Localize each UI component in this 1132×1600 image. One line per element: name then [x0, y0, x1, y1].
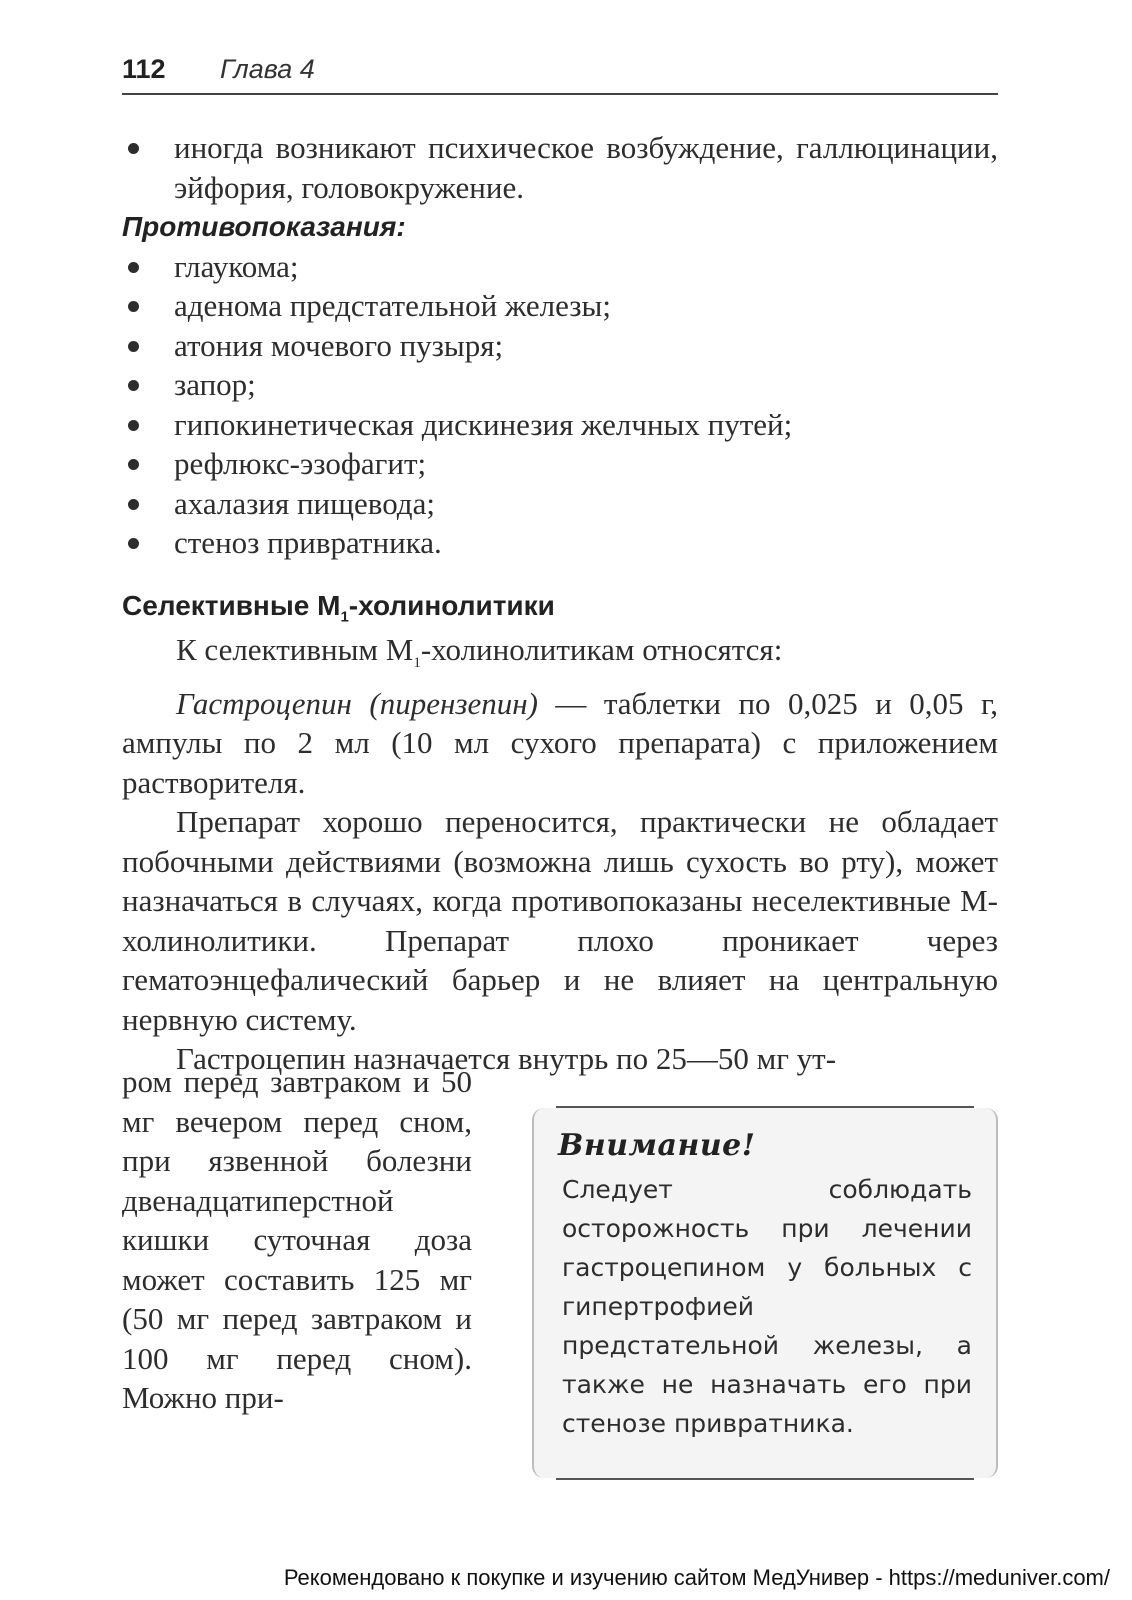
bullet-icon: [128, 301, 139, 312]
list-item: [122, 326, 998, 366]
list-item: [122, 484, 998, 524]
list-item-text: стеноз привратника.: [174, 525, 442, 560]
list-item-text: гипокинетическая дискинезия желчных путей;: [174, 406, 793, 442]
bullet-icon: [128, 459, 139, 470]
dosage-paragraph-start: Гастроцепин назначается внутрь по 25—50 мг ут-: [176, 1041, 837, 1077]
list-item-text: иногда возникают психическое возбуждение, галлюцинации, эйфория, головокружение.: [174, 130, 998, 205]
bullet-icon: [128, 262, 139, 273]
chapter-title: Глава 4: [220, 54, 315, 84]
header-divider: [122, 93, 998, 95]
bullet-icon: [128, 538, 139, 549]
note-title: Внимание!: [558, 1128, 756, 1163]
list-item: [122, 523, 998, 563]
tolerance-paragraph: Препарат хорошо переносится, практически не обладает побочными действиями (возможна лишь сухость во рту), может назначаться в случаях, когда противопоказаны неселективные М-холинолитики. Препарат плохо проникает через гематоэнцефалический барьер и не влияет на центральную нервную систему.: [122, 804, 998, 1037]
footer-watermark: Рекомендовано к покупке и изучению сайтом МедУнивер - https://meduniver.com/: [283, 1565, 1110, 1590]
bullet-icon: [128, 341, 139, 352]
bullet-icon: [128, 380, 139, 391]
section-body: [122, 630, 998, 1079]
content-top: [122, 128, 998, 563]
list-item: [122, 286, 998, 326]
contraindications-list: [122, 247, 998, 563]
list-item-text: ахалазия пищевода;: [174, 485, 435, 521]
list-item-text: рефлюкс-эзофагит;: [174, 446, 427, 481]
list-item: [122, 247, 998, 287]
list-item: [122, 444, 998, 484]
list-item-text: аденома предстательной железы;: [174, 288, 611, 323]
bullet-icon: [128, 420, 139, 431]
contraindications-heading: Противопоказания:: [122, 211, 406, 242]
bullet-icon: [128, 499, 139, 510]
intro-paragraph: К селективным $М_1$-холинолитикам относятся:: [176, 632, 783, 672]
drug-paragraph: Гастроцепин (пирензепин) — таблетки по 0,025 и 0,05 г, ампулы по 2 мл (10 мл сухого препарата) с приложением растворителя.: [122, 685, 999, 800]
section-heading: Селективные $М_1$-холинолитики: [122, 590, 555, 626]
list-item: [122, 365, 998, 405]
bullet-icon: [128, 143, 139, 154]
list-item-text: атония мочевого пузыря;: [174, 327, 504, 363]
note-text: Следует соблюдать осторожность при лечении гастроцепином у больных с гипертрофией предстательной железы, а также не назначать его при стенозе привратника.: [562, 1175, 972, 1438]
list-item: [122, 128, 998, 207]
list-item-text: запор;: [174, 367, 256, 402]
dosage-paragraph-column: [122, 1062, 472, 1418]
attention-note-box: [532, 1108, 998, 1478]
page-number: 112: [122, 54, 166, 84]
page-header: [122, 52, 998, 96]
note-bottom-rule: [556, 1478, 974, 1480]
dosage-paragraph-rest: ром перед завтраком и 50 мг вечером перед сном, при язвенной болезни двенадцатиперстной кишки суточная доза может составить 125 мг (50 мг перед завтраком и 100 мг перед сном). Можно при-: [122, 1064, 472, 1415]
drug-name: Гастроцепин (пирензепин): [176, 685, 538, 721]
list-item: [122, 405, 998, 445]
list-item-text: глаукома;: [174, 248, 299, 284]
